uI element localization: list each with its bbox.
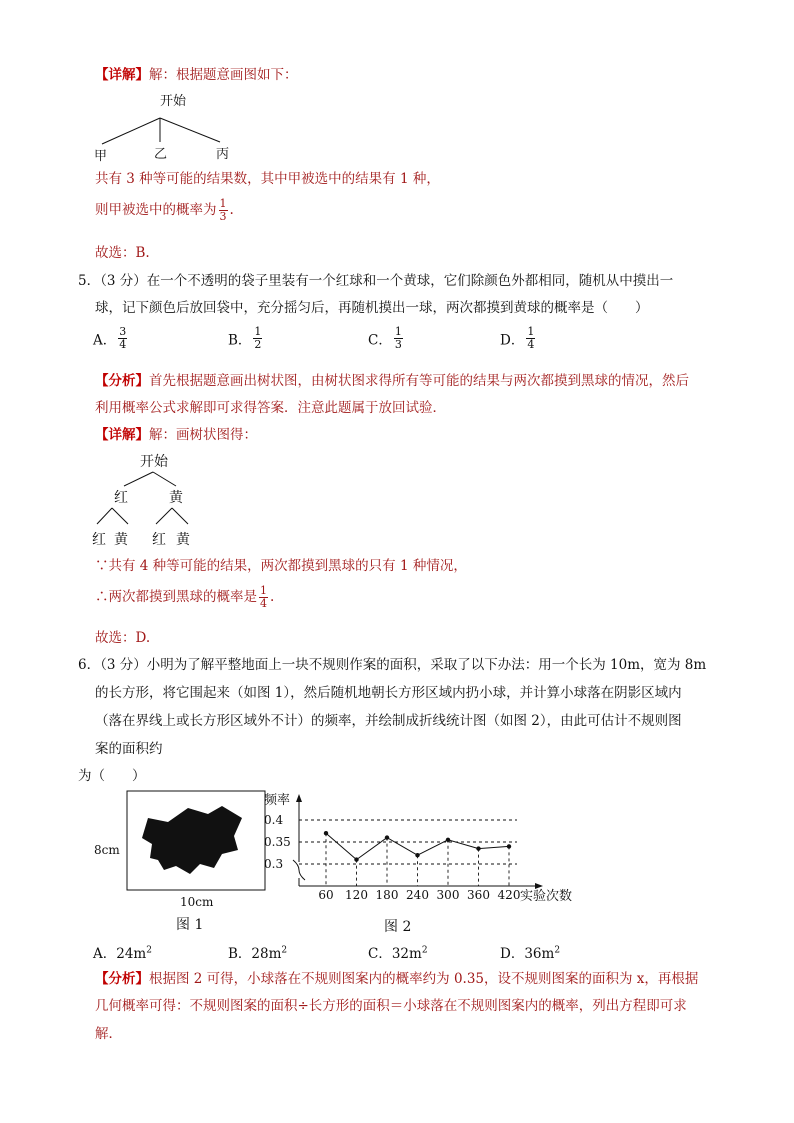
tree-branch bbox=[153, 472, 176, 486]
option-label: D． bbox=[500, 332, 525, 349]
fraction-denominator: 4 bbox=[119, 338, 127, 351]
fraction-numerator: 1 bbox=[394, 325, 402, 338]
q5-option-a[interactable] bbox=[93, 326, 129, 351]
q6-option-b[interactable] bbox=[228, 942, 287, 962]
q5-stem-line-1: 5．（3 分）在一个不透明的袋子里装有一个红球和一个黄球，它们除颜色外都相同，随机从中摸出一 bbox=[78, 273, 674, 289]
answer-line: 故选：B. bbox=[95, 245, 150, 261]
detail-tag: 【详解】 bbox=[95, 427, 149, 443]
tree-branch bbox=[160, 118, 220, 142]
q6-stem-line-4: 案的面积约 bbox=[95, 741, 163, 757]
x-tick-label: 240 bbox=[406, 888, 429, 902]
q5-option-d[interactable] bbox=[500, 326, 537, 351]
q5-answer-line: 故选：D. bbox=[95, 630, 151, 646]
q6-option-c[interactable] bbox=[368, 942, 428, 962]
tree-branch bbox=[97, 508, 112, 524]
detail-text: 解：画树状图得： bbox=[149, 427, 257, 443]
data-point bbox=[354, 857, 358, 861]
fraction-denominator: 3 bbox=[394, 338, 402, 351]
y-tick-label: 0.4 bbox=[264, 813, 284, 827]
option-value: 36m bbox=[524, 946, 555, 962]
bottom-label: 10cm bbox=[180, 895, 214, 909]
fraction-numerator: 1 bbox=[254, 325, 262, 338]
q5-detail-line bbox=[95, 425, 257, 445]
y-axis-label: 频率 bbox=[264, 793, 291, 808]
data-point bbox=[476, 846, 480, 850]
x-tick-label: 360 bbox=[467, 888, 490, 902]
tree-branch bbox=[156, 508, 172, 524]
q5-option-c[interactable] bbox=[368, 326, 405, 351]
side-label: 8cm bbox=[94, 843, 120, 857]
figure-1 bbox=[90, 788, 270, 936]
analysis-text: 根据图 2 可得，小球落在不规则图案内的概率约为 0.35，设不规则图案的面积为 x，再根据 bbox=[149, 971, 699, 987]
tree-diagram-1 bbox=[88, 88, 248, 166]
period: . bbox=[270, 589, 275, 605]
tree-leaf: 丙 bbox=[216, 147, 230, 162]
x-tick-label: 180 bbox=[375, 888, 399, 902]
q5-stem-line-2: 球，记下颜色后放回袋中，充分摇匀后，再随机摸出一球，两次都摸到黄球的概率是（ ） bbox=[95, 300, 649, 316]
data-point bbox=[507, 844, 511, 848]
q6-analysis-line-3: 解． bbox=[95, 1026, 122, 1042]
fraction-denominator: 3 bbox=[219, 210, 227, 223]
option-value: 32m bbox=[391, 946, 422, 962]
therefore-text: ∴两次都摸到黑球的概率是 bbox=[95, 589, 257, 605]
option-superscript: 2 bbox=[421, 945, 428, 956]
fraction bbox=[253, 326, 262, 351]
option-value: 28m bbox=[251, 946, 282, 962]
q6-stem-line-5: 为（ ） bbox=[78, 768, 146, 784]
tree-node: 红 bbox=[114, 490, 128, 506]
option-superscript: 2 bbox=[146, 945, 152, 956]
x-tick-label: 300 bbox=[436, 888, 460, 902]
option-superscript: 2 bbox=[281, 945, 288, 956]
tree-root: 开始 bbox=[140, 454, 168, 470]
q6-stem-line-1: 6．（3 分）小明为了解平整地面上一块不规则作案的面积，采取了以下办法：用一个长为 10m，宽为 8m bbox=[78, 657, 707, 673]
x-axis-label: 实验次数 bbox=[520, 889, 573, 904]
x-tick-label: 60 bbox=[318, 888, 334, 902]
option-superscript: 2 bbox=[554, 945, 561, 956]
q5-therefore-line bbox=[95, 585, 274, 610]
q5-analysis-line-1 bbox=[95, 371, 689, 391]
x-tick-label: 420 bbox=[497, 888, 521, 902]
data-point bbox=[415, 853, 419, 857]
tree-node: 黄 bbox=[169, 490, 183, 506]
figure-caption: 图 1 bbox=[176, 917, 204, 933]
fraction-numerator: 3 bbox=[119, 325, 127, 338]
tree-branch bbox=[124, 472, 153, 486]
tree-diagram-2 bbox=[90, 448, 210, 552]
y-tick-label: 0.3 bbox=[264, 857, 284, 871]
option-label: A． bbox=[93, 332, 117, 349]
q5-analysis-line-2: 利用概率公式求解即可求得答案．注意此题属于放回试验． bbox=[95, 400, 446, 416]
tree-branch bbox=[172, 508, 188, 524]
q6-option-a[interactable] bbox=[93, 942, 152, 962]
detail-line-1 bbox=[95, 65, 298, 85]
data-point bbox=[385, 835, 389, 839]
detail-tag: 【详解】 bbox=[95, 67, 149, 83]
fraction bbox=[118, 326, 127, 351]
fraction bbox=[394, 326, 403, 351]
fraction-numerator: 1 bbox=[219, 197, 227, 210]
axis-break bbox=[293, 860, 305, 880]
tree-leaf: 红 bbox=[92, 532, 106, 548]
tree-leaf: 黄 bbox=[176, 532, 190, 548]
x-tick-label: 120 bbox=[345, 888, 368, 902]
option-label: C． bbox=[368, 946, 392, 962]
analysis-text: 首先根据题意画出树状图，由树状图求得所有等可能的结果与两次都摸到黑球的情况，然后 bbox=[149, 373, 689, 389]
fraction-denominator: 2 bbox=[254, 338, 262, 351]
tree-leaf: 乙 bbox=[154, 147, 168, 162]
q5-because-line: ∵共有 4 种等可能的结果，两次都摸到黑球的只有 1 种情况， bbox=[95, 558, 467, 574]
figure-caption: 图 2 bbox=[384, 919, 412, 935]
option-label: B． bbox=[228, 946, 252, 962]
option-label: D． bbox=[500, 946, 525, 962]
q6-option-d[interactable] bbox=[500, 942, 560, 962]
period: . bbox=[229, 202, 234, 218]
probability-line bbox=[95, 198, 234, 223]
data-point bbox=[324, 831, 328, 835]
probability-text: 则甲被选中的概率为 bbox=[95, 202, 217, 218]
tree-leaf: 甲 bbox=[94, 149, 108, 164]
option-value: 24m bbox=[116, 946, 147, 962]
q5-option-b[interactable] bbox=[228, 326, 264, 351]
tree-leaf: 黄 bbox=[114, 532, 128, 548]
y-axis-arrow bbox=[296, 794, 302, 802]
q6-stem-line-3: （落在界线上或长方形区域外不计）的频率，并绘制成折线统计图（如图 2），由此可估计不规则图 bbox=[95, 713, 682, 729]
q6-stem-line-2: 的长方形，将它围起来（如图 1），然后随机地朝长方形区域内扔小球，并计算小球落在阴影区域内 bbox=[95, 685, 682, 701]
fraction-numerator: 1 bbox=[527, 325, 535, 338]
q6-analysis-line-1 bbox=[95, 969, 698, 989]
result-line: 共有 3 种等可能的结果数，其中甲被选中的结果有 1 种， bbox=[95, 171, 440, 187]
fraction bbox=[259, 585, 268, 610]
tree-root: 开始 bbox=[160, 94, 187, 109]
analysis-tag: 【分析】 bbox=[95, 373, 149, 389]
detail-text: 解：根据题意画图如下： bbox=[149, 67, 298, 83]
data-point bbox=[446, 838, 450, 842]
option-label: A． bbox=[93, 946, 117, 962]
fraction-denominator: 4 bbox=[260, 597, 267, 610]
fraction-numerator: 1 bbox=[260, 584, 267, 597]
option-label: C． bbox=[368, 332, 392, 349]
fraction-denominator: 4 bbox=[527, 338, 535, 351]
fraction bbox=[219, 198, 228, 223]
fraction bbox=[526, 326, 535, 351]
line-chart bbox=[256, 786, 596, 938]
tree-branch bbox=[112, 508, 128, 524]
analysis-tag: 【分析】 bbox=[95, 971, 149, 987]
y-tick-label: 0.35 bbox=[264, 835, 291, 849]
q6-analysis-line-2: 几何概率可得：不规则图案的面积÷长方形的面积＝小球落在不规则图案内的概率，列出方程即可求 bbox=[95, 998, 687, 1014]
tree-leaf: 红 bbox=[152, 532, 166, 548]
tree-branch bbox=[102, 118, 160, 144]
option-label: B． bbox=[228, 332, 252, 349]
